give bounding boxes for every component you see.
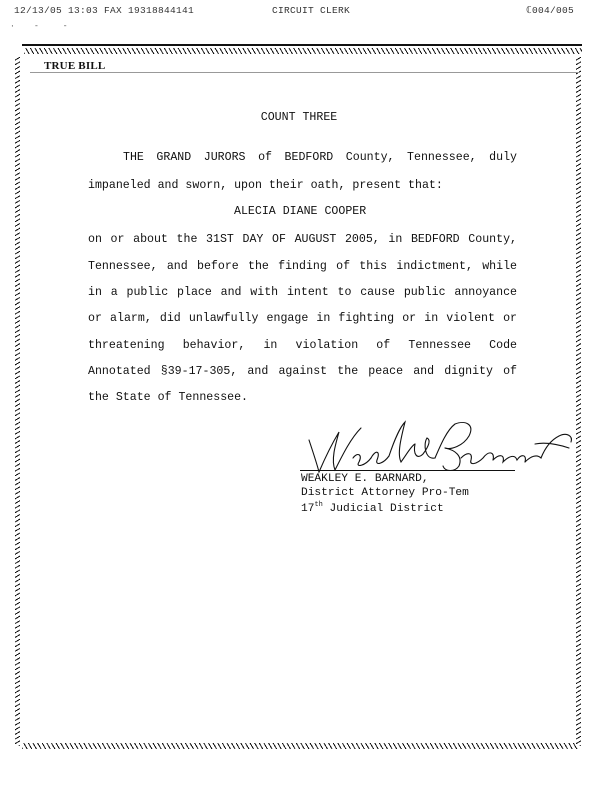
district-suffix: th	[314, 501, 323, 509]
border-bottom-hatch	[22, 743, 578, 749]
charge-line-1: on or about the 31ST DAY OF AUGUST 2005, in BEDFORD County,	[88, 233, 517, 246]
defendant-name: ALECIA DIANE COOPER	[234, 205, 367, 218]
signer-district	[301, 502, 444, 515]
count-title: COUNT THREE	[260, 111, 338, 124]
charge-line-4: or alarm, did unlawfully engage in fighting or in violent or	[88, 312, 517, 325]
charge-line-6: Annotated §39-17-305, and against the peace and dignity of	[88, 365, 517, 378]
intro-line-2: impaneled and sworn, upon their oath, present that:	[88, 179, 443, 192]
true-bill-divider	[30, 72, 580, 73]
border-top-hatch	[24, 48, 582, 54]
charge-line-7: the State of Tennessee.	[88, 391, 249, 404]
district-ordinal: 17	[301, 503, 315, 515]
charge-line-5: threatening behavior, in violation of Tennessee Code	[88, 339, 517, 352]
scan-specks: · - -	[10, 22, 68, 31]
border-top-rule	[22, 44, 582, 46]
intro-line-1: THE GRAND JURORS of BEDFORD County, Tennessee, duly	[123, 151, 517, 164]
border-right-hatch	[576, 56, 581, 746]
fax-header	[0, 5, 610, 19]
signer-name: WEAKLEY E. BARNARD,	[301, 473, 429, 485]
district-rest: Judicial District	[322, 503, 444, 515]
fax-sender: CIRCUIT CLERK	[272, 5, 351, 16]
true-bill-label: TRUE BILL	[44, 60, 106, 72]
border-left-hatch	[15, 56, 20, 746]
signature-line	[300, 470, 515, 471]
fax-page-number: ℂ004/005	[526, 5, 575, 16]
signer-title: District Attorney Pro-Tem	[301, 487, 469, 499]
charge-line-2: Tennessee, and before the finding of this indictment, while	[88, 260, 517, 273]
fax-datetime: 12/13/05 13:03 FAX 19318844141	[14, 5, 195, 16]
charge-line-3: in a public place and with intent to cause public annoyance	[88, 286, 517, 299]
